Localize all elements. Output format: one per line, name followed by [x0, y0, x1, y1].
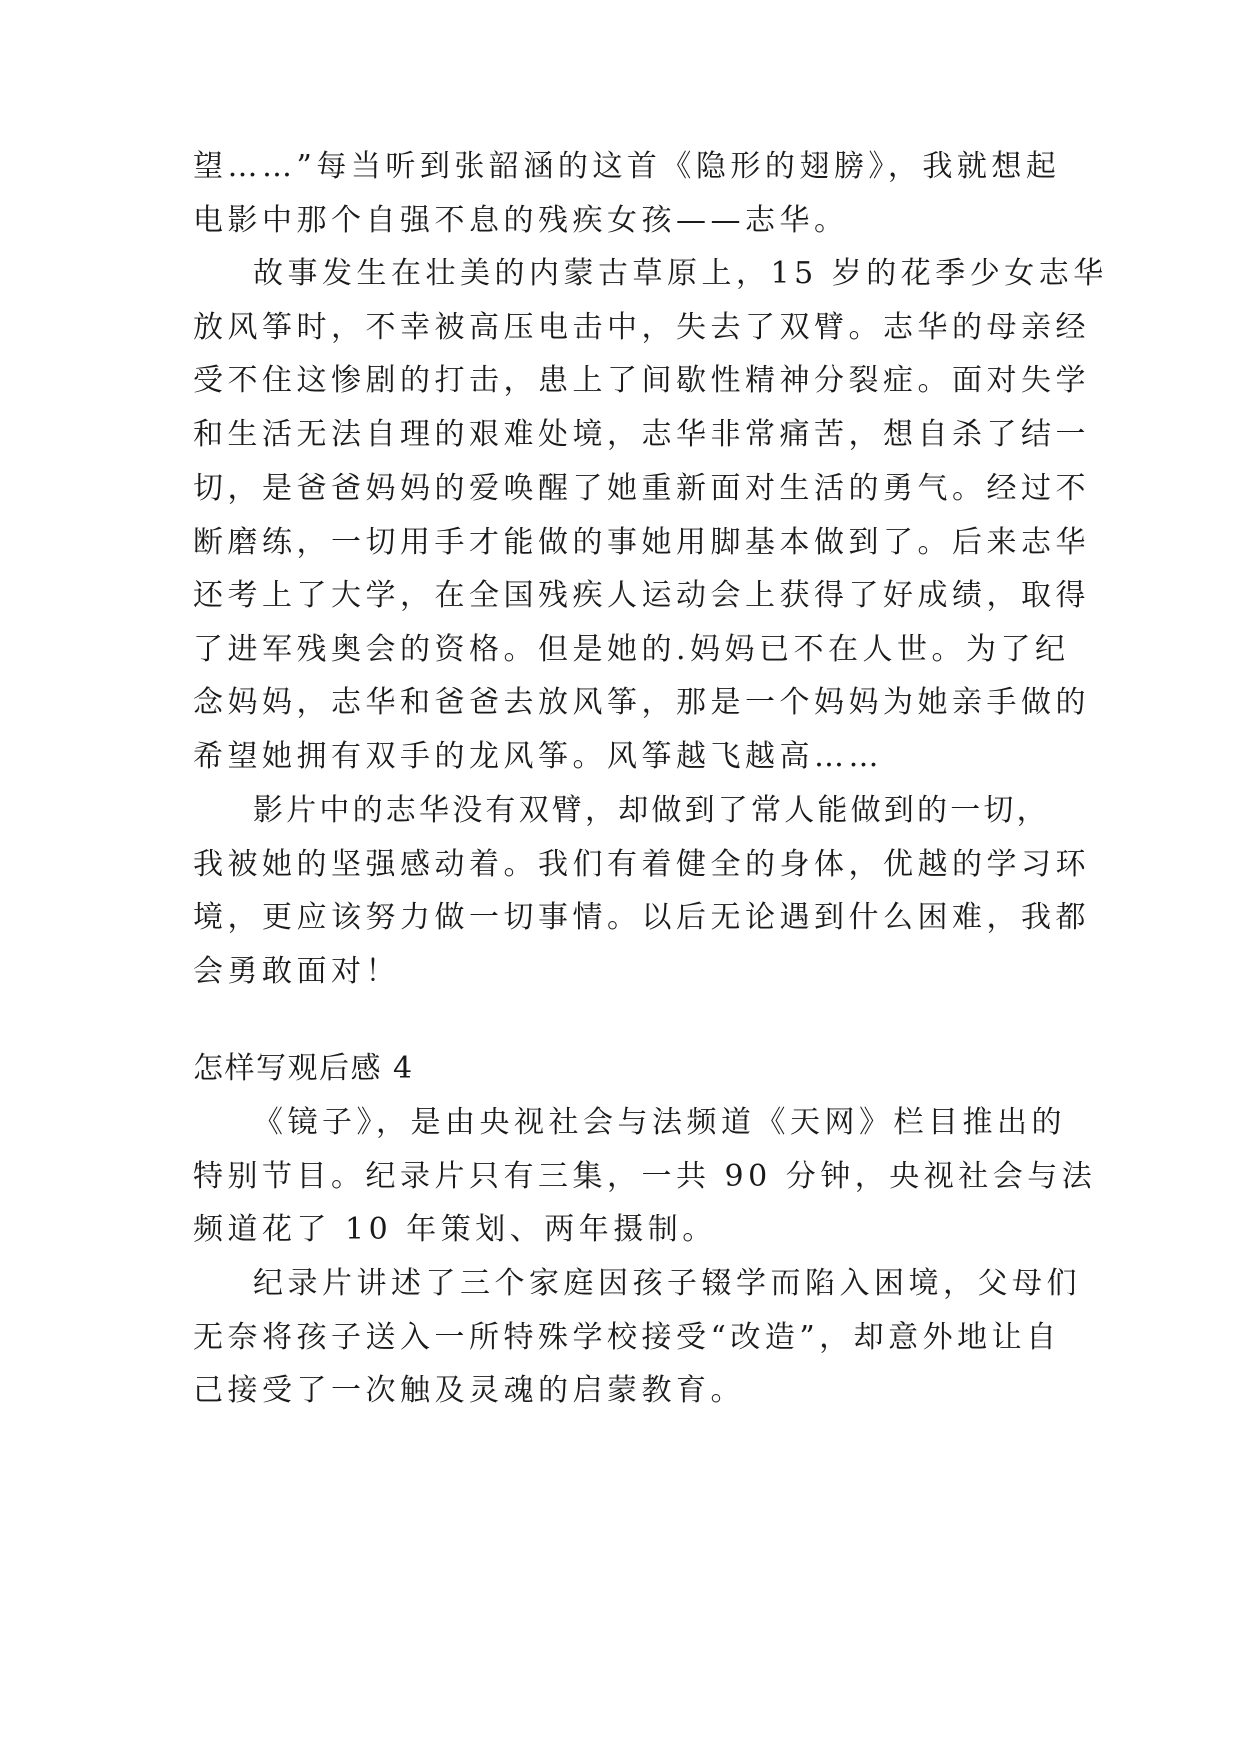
text-line: 影片中的志华没有双臂，却做到了常人能做到的一切， — [253, 793, 1050, 828]
text-line: 受不住这惨剧的打击，患上了间歇性精神分裂症。面对失学 — [193, 363, 1090, 398]
section-heading: 怎样写观后感 4 — [193, 1051, 414, 1086]
text-line: 会勇敢面对！ — [193, 954, 400, 989]
text-line: 和生活无法自理的艰难处境，志华非常痛苦，想自杀了结一 — [193, 417, 1090, 452]
text-line: 希望她拥有双手的龙风筝。风筝越飞越高…… — [193, 739, 883, 774]
text-line: 还考上了大学，在全国残疾人运动会上获得了好成绩，取得 — [193, 578, 1090, 613]
text-line: 我被她的坚强感动着。我们有着健全的身体，优越的学习环 — [193, 847, 1090, 882]
text-line: 特别节目。纪录片只有三集，一共 90 分钟，央视社会与法 — [193, 1159, 1097, 1194]
text-line: 频道花了 10 年策划、两年摄制。 — [193, 1212, 717, 1247]
text-line: 放风筝时，不幸被高压电击中，失去了双臂。志华的母亲经 — [193, 310, 1090, 345]
text-line: 无奈将孩子送入一所特殊学校接受“改造”，却意外地让自 — [193, 1320, 1061, 1355]
text-line: 了进军残奥会的资格。但是她的.妈妈已不在人世。为了纪 — [193, 632, 1070, 667]
text-line: 断磨练，一切用手才能做的事她用脚基本做到了。后来志华 — [193, 525, 1090, 560]
text-line: 己接受了一次触及灵魂的启蒙教育。 — [193, 1373, 745, 1408]
text-line: 纪录片讲述了三个家庭因孩子辍学而陷入困境，父母们 — [253, 1266, 1081, 1301]
text-line: 电影中那个自强不息的残疾女孩——志华。 — [193, 203, 849, 238]
text-line: 切，是爸爸妈妈的爱唤醒了她重新面对生活的勇气。经过不 — [193, 471, 1090, 506]
text-line: 境，更应该努力做一切事情。以后无论遇到什么困难，我都 — [193, 900, 1090, 935]
text-line: 故事发生在壮美的内蒙古草原上，15 岁的花季少女志华 — [253, 256, 1108, 291]
text-line: 望……”每当听到张韶涵的这首《隐形的翅膀》，我就想起 — [193, 149, 1061, 184]
text-line: 《镜子》，是由央视社会与法频道《天网》栏目推出的 — [253, 1105, 1066, 1140]
text-line: 念妈妈，志华和爸爸去放风筝，那是一个妈妈为她亲手做的 — [193, 685, 1090, 720]
